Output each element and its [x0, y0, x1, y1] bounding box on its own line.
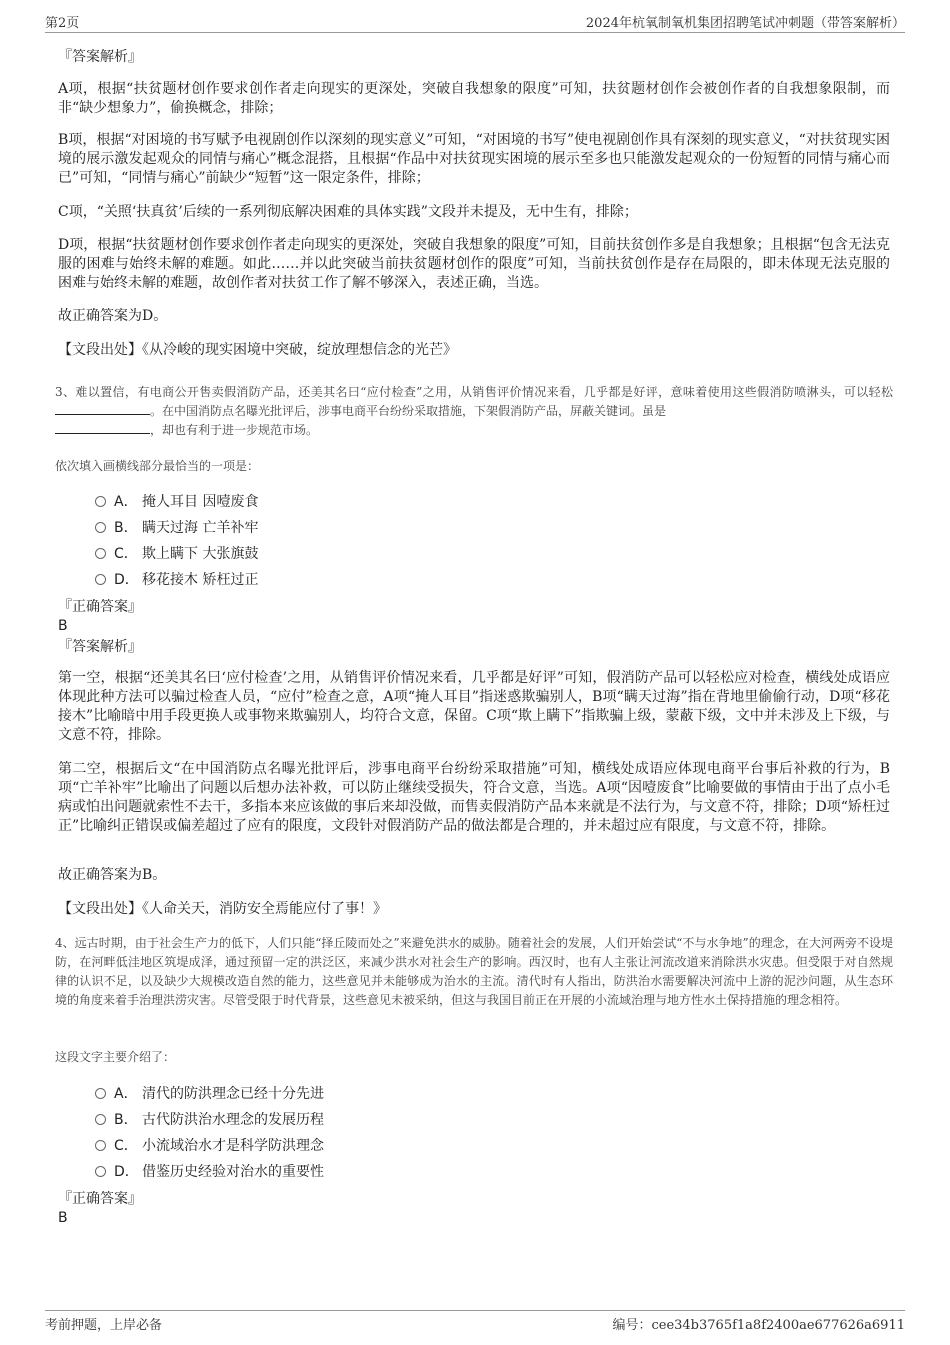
q2-analysis-label: 『答案解析』: [58, 49, 142, 65]
q3-prompt: 依次填入画横线部分最恰当的一项是：: [55, 459, 260, 473]
q3-option-c[interactable]: C． 欺上瞒下 大张旗鼓: [95, 544, 258, 564]
radio-icon[interactable]: [95, 1166, 106, 1177]
radio-icon[interactable]: [95, 496, 106, 507]
footer-slogan: 考前押题，上岸必备: [45, 1318, 163, 1333]
q2-source-title: 《从冷峻的现实困境中突破，绽放理想信念的光芒》: [142, 342, 457, 358]
q3-analysis-2: 第二空，根据后文“在中国消防点名曝光批评后，涉事电商平台纷纷采取措施”可知，横线处成语应体现电商平台事后补救的行为，B项“亡羊补牢”比喻出了问题以后想办法补救，可以防止继续受损失，符合文意，当选。A项“因噎废食”比喻要做的事情由于出了点小毛病或怕出问题就索性不去干，多指本来应该做的事后来却没做，而售卖假消防产品本来就是不法行为，与文意不符，排除；D项“矫枉过正”比喻纠正错误或偏差超过了应有的限度，文段针对假消防产品的做法都是合理的，并未超过应有限度，与文意不符，排除。: [58, 761, 890, 834]
q2-analysis-b: B项，根据“对困境的书写赋予电视剧创作以深刻的现实意义”可知，“对困境的书写”使电视剧创作具有深刻的现实意义，“对扶贫现实困境的展示激发起观众的同情与痛心”概念混搭，且根据“作品中对扶贫现实困境的展示至多也只能激发起观众的一份短暂的同情与痛心而已”可知，“同情与痛心”前缺少“短暂”这一限定条件，排除；: [58, 132, 890, 186]
q2-source-label: 【文段出处】: [58, 342, 142, 358]
q2-conclusion: 故正确答案为D。: [58, 308, 168, 324]
q3-option-d[interactable]: D． 移花接木 矫枉过正: [95, 570, 258, 590]
footer-id: 编号：cee34b3765f1a8f2400ae677626a6911: [612, 1318, 905, 1333]
q3-blank-1: [55, 402, 150, 415]
radio-icon[interactable]: [95, 1140, 106, 1151]
q3-source-label: 【文段出处】: [58, 901, 142, 917]
q4-option-c[interactable]: C． 小流域治水才是科学防洪理念: [95, 1136, 324, 1156]
q3-answer-label: 『正确答案』: [58, 599, 142, 615]
q3-conclusion: 故正确答案为B。: [58, 867, 167, 883]
q4-option-a[interactable]: A． 清代的防洪理念已经十分先进: [95, 1084, 324, 1104]
q4-answer-label: 『正确答案』: [58, 1191, 142, 1207]
radio-icon[interactable]: [95, 1114, 106, 1125]
radio-icon[interactable]: [95, 1088, 106, 1099]
q3-source-title: 《人命关天，消防安全焉能应付了事！》: [142, 901, 387, 917]
radio-icon[interactable]: [95, 522, 106, 533]
q2-analysis-c: C项，“关照‘扶真贫’后续的一系列彻底解决困难的具体实践”文段并未提及，无中生有，排除；: [58, 204, 638, 220]
page-header: [45, 10, 905, 33]
q3-analysis-1: 第一空，根据“还美其名曰‘应付检查’之用，从销售评价情况来看，几乎都是好评”可知，假消防产品可以轻松应对检查，横线处成语应体现此种方法可以骗过检查人员，“应付”检查之意，A项“掩人耳目”指迷惑欺骗别人，B项“瞒天过海”指在背地里偷偷行动，D项“移花接木”比喻暗中用手段更换人或事物来欺骗别人，均符合文意，保留。C项“欺上瞒下”指欺骗上级，蒙蔽下级，文中并未涉及上下级，与文意不符，排除。: [58, 670, 890, 743]
q4-answer: B: [58, 1210, 68, 1226]
page-footer: [45, 1310, 905, 1333]
q3-option-b[interactable]: B． 瞒天过海 亡羊补牢: [95, 518, 258, 538]
q3-option-a[interactable]: A． 掩人耳目 因噎废食: [95, 492, 258, 512]
q2-source: [58, 341, 890, 360]
q3-blank-2: [55, 421, 150, 434]
q3-analysis-label: 『答案解析』: [58, 639, 142, 655]
q3-source: [58, 900, 890, 919]
q4-option-b[interactable]: B． 古代防洪治水理念的发展历程: [95, 1110, 324, 1130]
document-title: 2024年杭氧制氧机集团招聘笔试冲刺题（带答案解析）: [585, 16, 905, 31]
radio-icon[interactable]: [95, 548, 106, 559]
q2-analysis-a: A项，根据“扶贫题材创作要求创作者走向现实的更深处，突破自我想象的限度”可知，扶贫题材创作会被创作者的自我想象限制，而非“缺少想象力”，偷换概念，排除；: [58, 81, 890, 116]
q4-stem: 4、远古时期，由于社会生产力的低下，人们只能“择丘陵而处之”来避免洪水的威胁。随着社会的发展，人们开始尝试“不与水争地”的理念，在大河两旁不设堤防，在河畔低洼地区筑堤成泽，通过预留一定的洪泛区，来减少洪水对社会生产的影响。西汉时，也有人主张让河流改道来消除洪水灾患。但受限于对自然规律的认识不足，以及缺少大规模改造自然的能力，这些意见并未能够成为治水的主流。清代时有人指出，防洪治水需要解决河流中上游的泥沙问题，从生态环境的角度来着手治理洪涝灾害。尽管受限于时代背景，这些意见未被采纳，但这与我国目前正在开展的小流域治理与地方性水土保持措施的理念相符。: [55, 936, 893, 1007]
q3-answer: B: [58, 618, 68, 634]
q4-prompt: 这段文字主要介绍了：: [55, 1050, 176, 1064]
q4-option-d[interactable]: D． 借鉴历史经验对治水的重要性: [95, 1162, 324, 1182]
q2-analysis-d: D项，根据“扶贫题材创作要求创作者走向现实的更深处，突破自我想象的限度”可知，目前扶贫创作多是自我想象；且根据“包含无法克服的困难与始终未解的难题。如此……并以此突破当前扶贫题材创作的限度”可知，当前扶贫创作是存在局限的，即未体现无法克服的困难与始终未解的难题，故创作者对扶贫工作了解不够深入，表述正确，当选。: [58, 237, 890, 291]
page-number: 第2页: [45, 16, 80, 31]
radio-icon[interactable]: [95, 574, 106, 585]
q3-stem: 3、难以置信，有电商公开售卖假消防产品，还美其名曰“应付检查”之用，从销售评价情况来看，几乎都是好评，意味着使用这些假消防喷淋头，可以轻松 。在中国消防点名曝光批评后，涉事电商平台纷纷采取措施，下架假消防产品，屏蔽关键词。虽是 ，却也有利于进一步规范市场。: [55, 385, 893, 437]
